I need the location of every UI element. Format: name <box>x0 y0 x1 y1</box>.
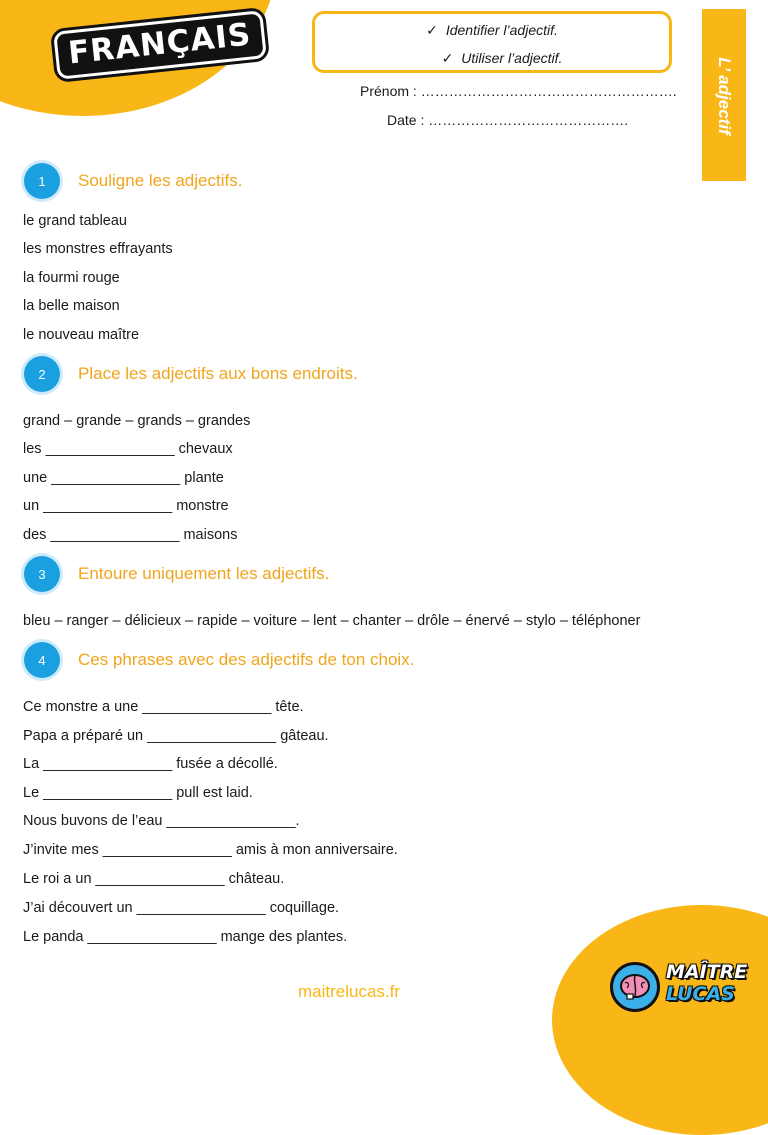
footer-yellow-blob <box>552 905 768 1135</box>
exercise-line: la belle maison <box>23 298 120 314</box>
word-list: bleu – ranger – délicieux – rapide – voiture – lent – chanter – drôle – énervé – stylo – téléphoner <box>23 613 641 629</box>
side-tab-label: L’ adjectif <box>715 57 734 135</box>
exercise-line: le nouveau maître <box>23 327 140 343</box>
section-number-badge: 3 <box>24 556 60 592</box>
fill-in-line[interactable]: Papa a préparé un ________________ gâteau. <box>23 728 329 744</box>
brain-icon <box>610 962 660 1012</box>
fill-in-line[interactable]: les ________________ chevaux <box>23 441 233 457</box>
prenom-field[interactable]: Prénom : ………………………………………………. <box>360 83 677 99</box>
fill-in-line[interactable]: Ce monstre a une ________________ tête. <box>23 699 304 715</box>
check-icon: ✓ <box>441 50 454 66</box>
logo-line-1: MAÎTRE <box>666 961 748 983</box>
fill-in-line[interactable]: une ________________ plante <box>23 470 224 486</box>
subject-title: FRANÇAIS <box>56 13 263 76</box>
fill-in-line[interactable]: Le ________________ pull est laid. <box>23 785 253 801</box>
section-title: Entoure uniquement les adjectifs. <box>78 564 330 583</box>
objective-text: Utiliser l’adjectif. <box>461 50 563 66</box>
fill-in-line[interactable]: Le panda ________________ mange des plantes. <box>23 929 348 945</box>
check-icon: ✓ <box>426 22 438 38</box>
word-list: grand – grande – grands – grandes <box>23 413 251 429</box>
fill-in-line[interactable]: Nous buvons de l’eau ________________. <box>23 813 300 829</box>
fill-in-line[interactable]: J’invite mes ________________ amis à mon anniversaire. <box>23 842 398 858</box>
date-field[interactable]: Date : ……………………………………. <box>387 112 629 128</box>
section-number-badge: 1 <box>24 163 60 199</box>
fill-in-line[interactable]: Le roi a un ________________ château. <box>23 871 285 887</box>
brain-icon-graphic <box>618 973 652 1001</box>
section-number-badge: 4 <box>24 642 60 678</box>
fill-in-line[interactable]: La ________________ fusée a décollé. <box>23 756 278 772</box>
exercise-line: le grand tableau <box>23 213 127 229</box>
section-title: Ces phrases avec des adjectifs de ton choix. <box>78 650 415 669</box>
objective-item <box>315 22 669 39</box>
section-number-badge: 2 <box>24 356 60 392</box>
footer-url[interactable]: maitrelucas.fr <box>298 982 401 1001</box>
fill-in-line[interactable]: un ________________ monstre <box>23 498 229 514</box>
logo-line-2: LUCAS <box>666 983 735 1005</box>
brand-logo <box>666 961 756 1005</box>
exercise-line: les monstres effrayants <box>23 241 173 257</box>
section-title: Place les adjectifs aux bons endroits. <box>78 364 358 383</box>
fill-in-line[interactable]: J’ai découvert un ________________ coquillage. <box>23 900 340 916</box>
objective-item <box>325 50 679 67</box>
section-title: Souligne les adjectifs. <box>78 171 243 190</box>
exercise-line: la fourmi rouge <box>23 270 120 286</box>
fill-in-line[interactable]: des ________________ maisons <box>23 527 238 543</box>
objectives-box <box>312 11 672 73</box>
objective-text: Identifier l’adjectif. <box>445 22 558 38</box>
